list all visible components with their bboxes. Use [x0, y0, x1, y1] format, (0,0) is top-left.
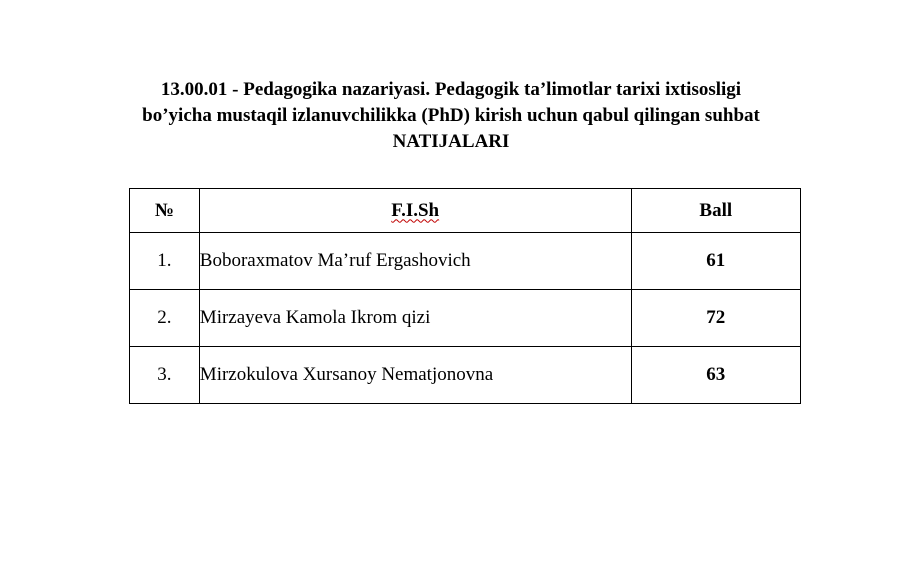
table-row: [130, 233, 801, 290]
row-name: Mirzayeva Kamola Ikrom qizi: [199, 290, 631, 347]
row-score: 61: [631, 233, 800, 290]
table-row: [130, 347, 801, 404]
row-score: 72: [631, 290, 800, 347]
header-name-label: F.I.Sh: [391, 199, 440, 221]
row-name: Mirzokulova Xursanoy Nematjonovna: [199, 347, 631, 404]
title-line-3: NATIJALARI: [392, 131, 510, 152]
row-number: 1.: [130, 233, 200, 290]
results-table: [129, 188, 801, 404]
row-score: 63: [631, 347, 800, 404]
title-line-1: 13.00.01 - Pedagogika nazariyasi. Pedagogik ta’limotlar tarixi ixtisosligi: [160, 79, 742, 100]
table-header-row: [130, 189, 801, 233]
document-title: [0, 77, 902, 155]
row-number: 2.: [130, 290, 200, 347]
table-row: [130, 290, 801, 347]
header-name: [199, 189, 631, 233]
header-score: Ball: [631, 189, 800, 233]
title-line-2: bo’yicha mustaqil izlanuvchilikka (PhD) kirish uchun qabul qilingan suhbat: [142, 105, 760, 126]
row-number: 3.: [130, 347, 200, 404]
row-name: Boboraxmatov Ma’ruf Ergashovich: [199, 233, 631, 290]
header-number: №: [130, 189, 200, 233]
